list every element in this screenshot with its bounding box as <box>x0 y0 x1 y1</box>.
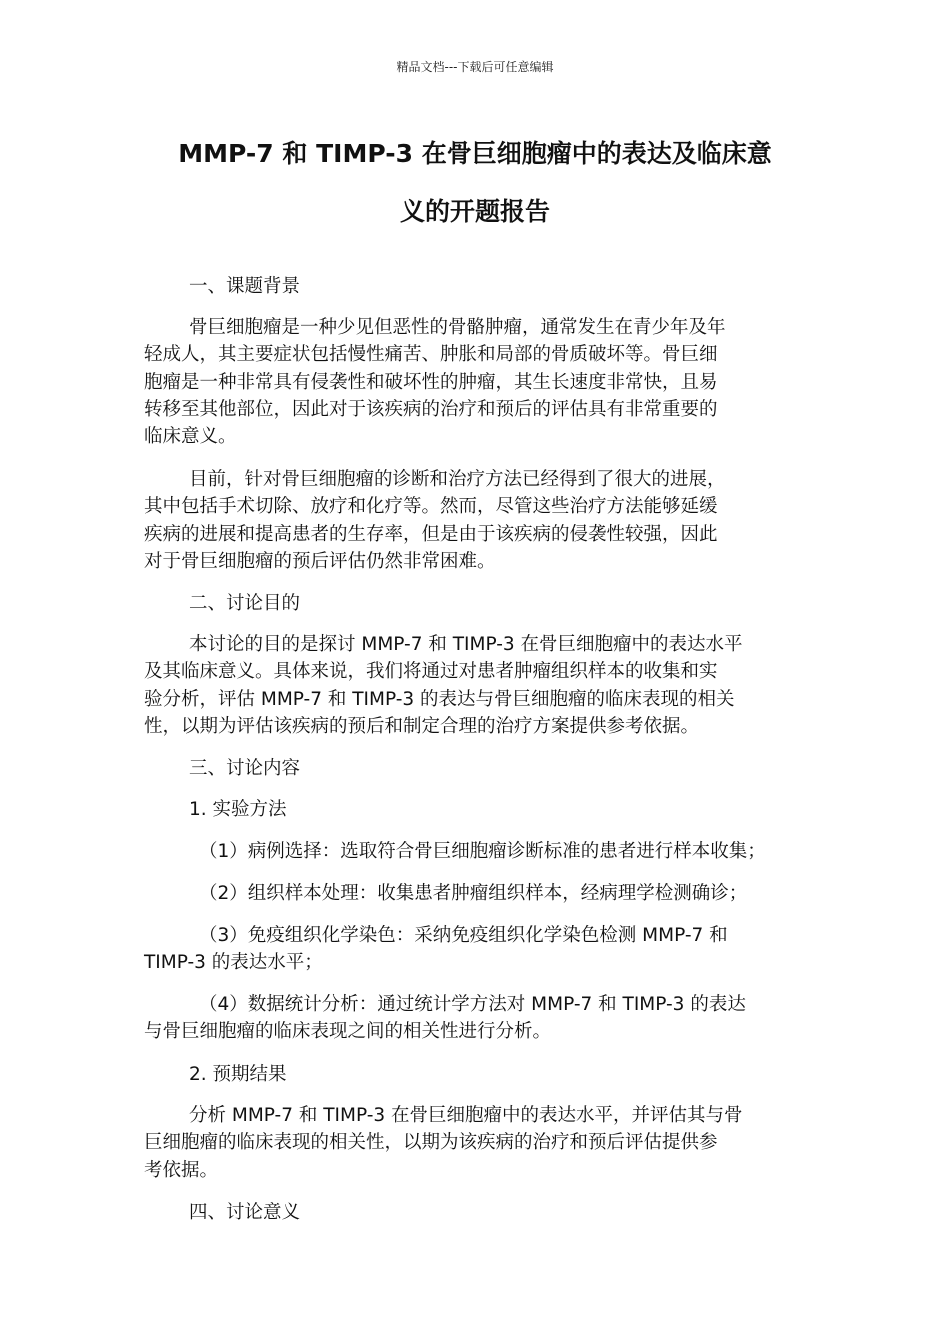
heading-text: 一、课题背景 <box>189 276 301 297</box>
subheading-methods <box>144 796 804 823</box>
section-heading-significance <box>144 1199 804 1226</box>
method-item-2 <box>144 880 804 907</box>
subheading-expected-results <box>144 1061 804 1088</box>
document-title-line-1: MMP-7 和 TIMP-3 在骨巨细胞瘤中的表达及临床意 <box>178 139 772 168</box>
list-item-line: （2）组织样本处理：收集患者肿瘤组织样本，经病理学检测确诊； <box>199 883 748 904</box>
method-item-3 <box>144 922 804 977</box>
paragraph-line: 胞瘤是一种非常具有侵袭性和破坏性的肿瘤，其生长速度非常快，且易 <box>144 371 718 393</box>
heading-text: 四、讨论意义 <box>189 1202 301 1223</box>
paragraph-line: 疾病的进展和提高患者的生存率，但是由于该疾病的侵袭性较强，因此 <box>144 523 718 545</box>
paragraph-line: 骨巨细胞瘤是一种少见但恶性的骨骼肿瘤，通常发生在青少年及年 <box>189 317 726 338</box>
list-item-line: （4）数据统计分析：通过统计学方法对 MMP-7 和 TIMP-3 的表达 <box>199 994 746 1015</box>
paragraph-line: 巨细胞瘤的临床表现的相关性，以期为该疾病的治疗和预后评估提供参 <box>144 1132 718 1154</box>
paragraph-line: 目前，针对骨巨细胞瘤的诊断和治疗方法已经得到了很大的进展， <box>189 469 726 490</box>
heading-text: 三、讨论内容 <box>189 758 301 779</box>
document-title-line-2: 义的开题报告 <box>399 197 550 226</box>
paragraph-purpose <box>144 631 804 740</box>
heading-text: 二、讨论目的 <box>189 593 301 614</box>
paragraph-line: 本讨论的目的是探讨 MMP-7 和 TIMP-3 在骨巨细胞瘤中的表达水平 <box>189 634 743 655</box>
paragraph-current-treatment <box>144 466 804 575</box>
paragraph-line: 其中包括手术切除、放疗和化疗等。然而，尽管这些治疗方法能够延缓 <box>144 496 718 518</box>
page-header: 精品文档---下载后可任意编辑 <box>396 60 554 74</box>
list-item-line: （1）病例选择：选取符合骨巨细胞瘤诊断标准的患者进行样本收集； <box>199 841 766 862</box>
section-heading-background <box>144 273 804 300</box>
section-heading-purpose <box>144 590 804 617</box>
method-item-1 <box>144 838 804 865</box>
paragraph-line: 及其临床意义。具体来说，我们将通过对患者肿瘤组织样本的收集和实 <box>144 661 718 683</box>
paragraph-line: 性，以期为评估该疾病的预后和制定合理的治疗方案提供参考依据。 <box>144 715 700 737</box>
paragraph-line: 临床意义。 <box>144 426 237 448</box>
paragraph-line: 验分析，评估 MMP-7 和 TIMP-3 的表达与骨巨细胞瘤的临床表现的相关 <box>144 688 735 710</box>
paragraph-line: 考依据。 <box>144 1159 219 1181</box>
paragraph-line: 转移至其他部位，因此对于该疾病的治疗和预后的评估具有非常重要的 <box>144 398 718 420</box>
paragraph-line: 轻成人，其主要症状包括慢性痛苦、肿胀和局部的骨质破坏等。骨巨细 <box>144 344 718 366</box>
section-heading-content <box>144 755 804 782</box>
heading-text: 2. 预期结果 <box>189 1064 287 1085</box>
list-item-line: TIMP-3 的表达水平； <box>144 952 323 974</box>
paragraph-expected-results <box>144 1102 804 1184</box>
paragraph-line: 对于骨巨细胞瘤的预后评估仍然非常困难。 <box>144 550 496 572</box>
list-item-line: （3）免疫组织化学染色：采纳免疫组织化学染色检测 MMP-7 和 <box>199 925 728 946</box>
list-item-line: 与骨巨细胞瘤的临床表现之间的相关性进行分析。 <box>144 1021 552 1043</box>
heading-text: 1. 实验方法 <box>189 799 287 820</box>
paragraph-background-intro <box>144 314 804 450</box>
paragraph-line: 分析 MMP-7 和 TIMP-3 在骨巨细胞瘤中的表达水平，并评估其与骨 <box>189 1105 743 1126</box>
method-item-4 <box>144 991 804 1046</box>
